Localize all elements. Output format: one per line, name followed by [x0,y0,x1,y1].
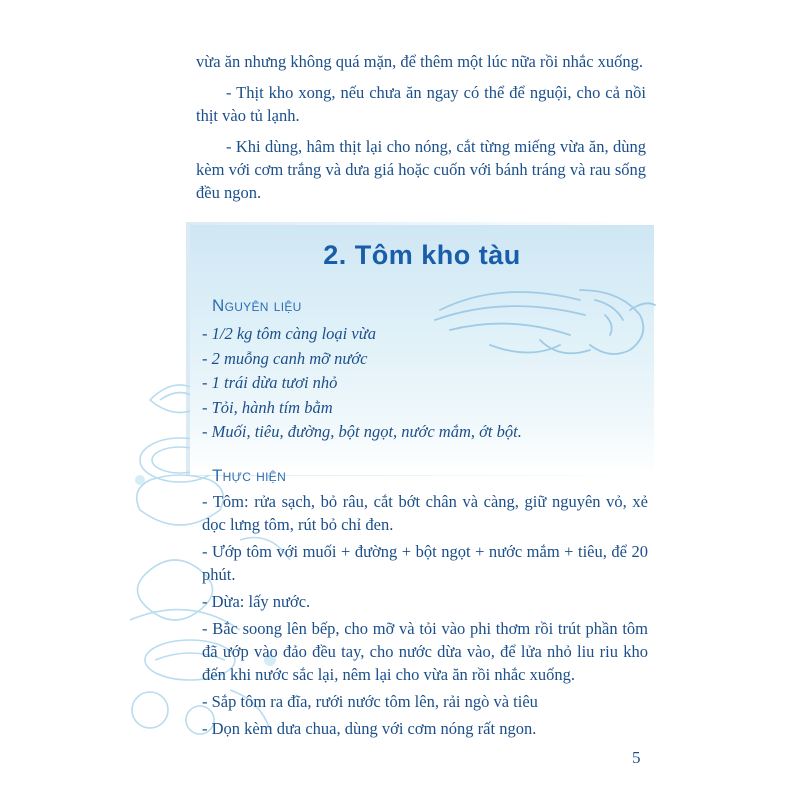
recipe-title: 2. Tôm kho tàu [323,240,521,270]
ingredient-item: - 1 trái dừa tươi nhỏ [202,373,338,392]
method-step: - Tôm: rửa sạch, bỏ râu, cắt bớt chân và càng, giữ nguyên vỏ, xẻ dọc lưng tôm, rút bỏ chỉ đen. [202,492,648,534]
method-step: - Dừa: lấy nước. [202,592,311,611]
method-step: - Sắp tôm ra đĩa, rưới nước tôm lên, rải ngò và tiêu [202,692,538,711]
page-number: 5 [632,748,641,767]
method-step: - Dọn kèm dưa chua, dùng với cơm nóng rất ngon. [202,719,537,738]
intro-paragraph: - Thịt kho xong, nếu chưa ăn ngay có thể để nguội, cho cả nồi thịt vào tủ lạnh. [196,83,646,125]
intro-paragraph: - Khi dùng, hâm thịt lại cho nóng, cắt từng miếng vừa ăn, dùng kèm với cơm trắng và dưa giá hoặc cuốn với bánh tráng và rau sống đều ngon. [196,137,646,202]
method-step: - Ướp tôm với muối + đường + bột ngọt + nước mắm + tiêu, để 20 phút. [202,542,648,584]
method-steps [202,490,648,744]
method-heading: Thực hiện [212,466,287,485]
ingredient-item: - Muối, tiêu, đường, bột ngọt, nước mắm, ớt bột. [202,422,522,441]
method-step: - Bắc soong lên bếp, cho mỡ và tỏi vào phi thơm rồi trút phần tôm đã ướp vào đảo đều tay, cho nước dừa vào, để lửa nhỏ liu riu kho đến khi nước sắc lại, nêm lại cho vừa ăn rồi nhắc xuống. [202,619,648,684]
ingredients-heading: Nguyên liệu [212,296,302,315]
ingredient-item: - Tỏi, hành tím bằm [202,397,333,417]
ingredient-item: - 1/2 kg tôm càng loại vừa [202,324,376,343]
intro-paragraph: vừa ăn nhưng không quá mặn, để thêm một lúc nữa rồi nhắc xuống. [196,52,644,71]
ingredients-list [202,322,642,445]
intro-text-block [196,50,646,212]
ingredient-item: - 2 muỗng canh mỡ nước [202,348,368,368]
